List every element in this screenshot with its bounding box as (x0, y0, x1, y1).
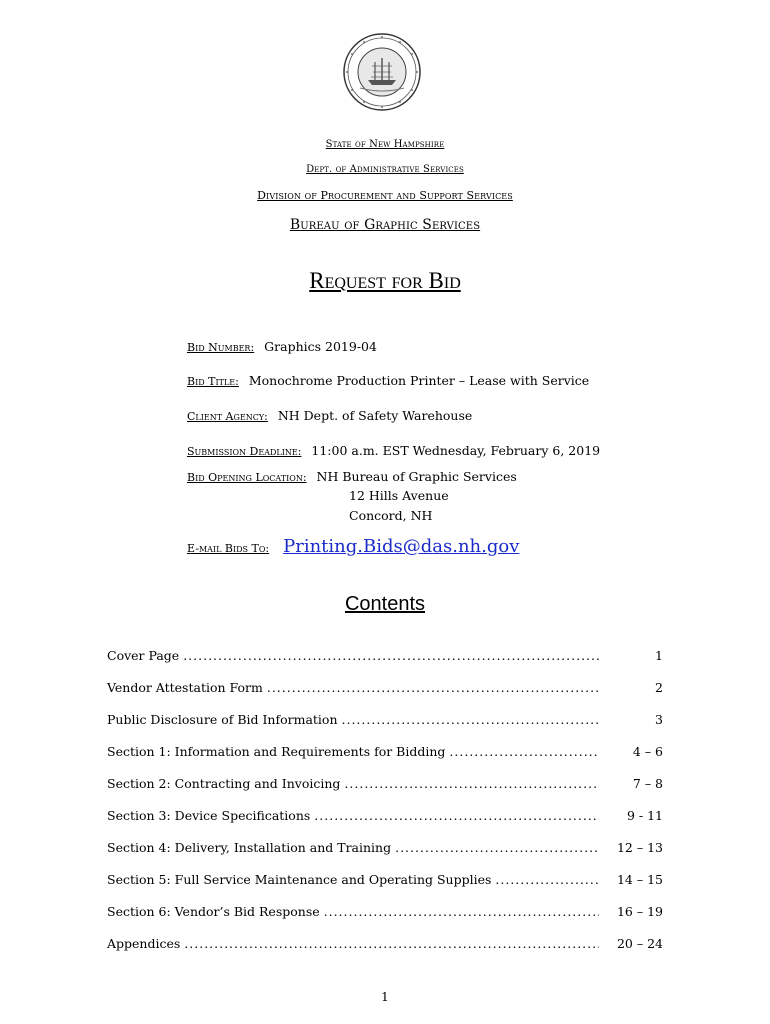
opening-location-row (187, 469, 517, 484)
toc-item-label: Section 2: Contracting and Invoicing (107, 776, 341, 791)
header-bureau: Bureau of Graphic Services (289, 217, 481, 233)
toc-item-page: 4 – 6 (632, 744, 663, 759)
toc-leader-dots (449, 744, 599, 759)
toc-item[interactable] (107, 904, 663, 922)
toc-leader-dots (344, 776, 599, 791)
opening-location-line1: NH Bureau of Graphic Services (316, 469, 517, 484)
toc-item-label: Section 5: Full Service Maintenance and Operating Supplies (107, 872, 492, 887)
toc-item-label: Vendor Attestation Form (107, 680, 263, 695)
toc-leader-dots (183, 648, 599, 663)
client-agency-label: Client Agency: (187, 410, 268, 423)
page-number: 1 (381, 990, 389, 1004)
toc-item-label: Section 6: Vendor’s Bid Response (107, 904, 320, 919)
toc-item-page: 1 (655, 648, 663, 663)
opening-location-line3: Concord, NH (349, 508, 433, 523)
toc-item-page: 2 (655, 680, 663, 695)
page-title: Request for Bid (309, 268, 461, 293)
toc-item[interactable] (107, 776, 663, 794)
email-label: E-mail Bids To: (187, 542, 270, 555)
bid-number-value: Graphics 2019-04 (264, 339, 377, 354)
toc-item-label: Appendices (107, 936, 181, 951)
header-division: Division of Procurement and Support Services (257, 189, 513, 202)
toc-item-label: Cover Page (107, 648, 180, 663)
toc-item-page: 12 – 13 (616, 840, 663, 855)
toc-leader-dots (342, 712, 599, 727)
header-dept: Dept. of Administrative Services (306, 164, 464, 175)
toc-item[interactable] (107, 648, 663, 666)
toc-item[interactable] (107, 936, 663, 954)
toc-leader-dots (495, 872, 599, 887)
toc-leader-dots (314, 808, 599, 823)
toc-item-page: 3 (655, 712, 663, 727)
toc-item-page: 7 – 8 (632, 776, 663, 791)
toc-item[interactable] (107, 680, 663, 698)
email-link[interactable]: Printing.Bids@das.nh.gov (283, 536, 520, 557)
contents-heading: Contents (344, 593, 426, 615)
bid-title-label: Bid Title: (187, 375, 239, 388)
opening-location-label: Bid Opening Location: (187, 471, 307, 484)
bid-title-value: Monochrome Production Printer – Lease with Service (248, 373, 590, 388)
toc-item-page: 20 – 24 (616, 936, 663, 951)
toc-item-page: 16 – 19 (616, 904, 663, 919)
toc-item[interactable] (107, 808, 663, 826)
toc-item-page: 14 – 15 (616, 872, 663, 887)
toc-item-label: Section 4: Delivery, Installation and Training (107, 840, 392, 855)
toc-item-page: 9 - 11 (626, 808, 663, 823)
toc-leader-dots (267, 680, 599, 695)
toc-item-label: Public Disclosure of Bid Information (107, 712, 338, 727)
toc-leader-dots (324, 904, 599, 919)
opening-location-line2: 12 Hills Avenue (349, 488, 449, 503)
state-seal-icon (342, 32, 422, 112)
deadline-row (187, 443, 600, 458)
client-agency-value: NH Dept. of Safety Warehouse (277, 408, 473, 423)
toc-item-label: Section 3: Device Specifications (107, 808, 311, 823)
toc-item[interactable] (107, 712, 663, 730)
toc-item[interactable] (107, 872, 663, 890)
bid-number-row (187, 339, 377, 354)
email-row (187, 536, 519, 557)
client-agency-row (187, 408, 472, 423)
deadline-value: 11:00 a.m. EST Wednesday, February 6, 2019 (311, 443, 601, 458)
deadline-label: Submission Deadline: (187, 445, 302, 458)
toc-item-label: Section 1: Information and Requirements for Bidding (107, 744, 446, 759)
toc-item[interactable] (107, 840, 663, 858)
toc-leader-dots (395, 840, 599, 855)
toc-item[interactable] (107, 744, 663, 762)
bid-title-row (187, 373, 589, 388)
bid-number-label: Bid Number: (187, 341, 255, 354)
toc-leader-dots (184, 936, 599, 951)
header-state: State of New Hampshire (325, 139, 445, 150)
